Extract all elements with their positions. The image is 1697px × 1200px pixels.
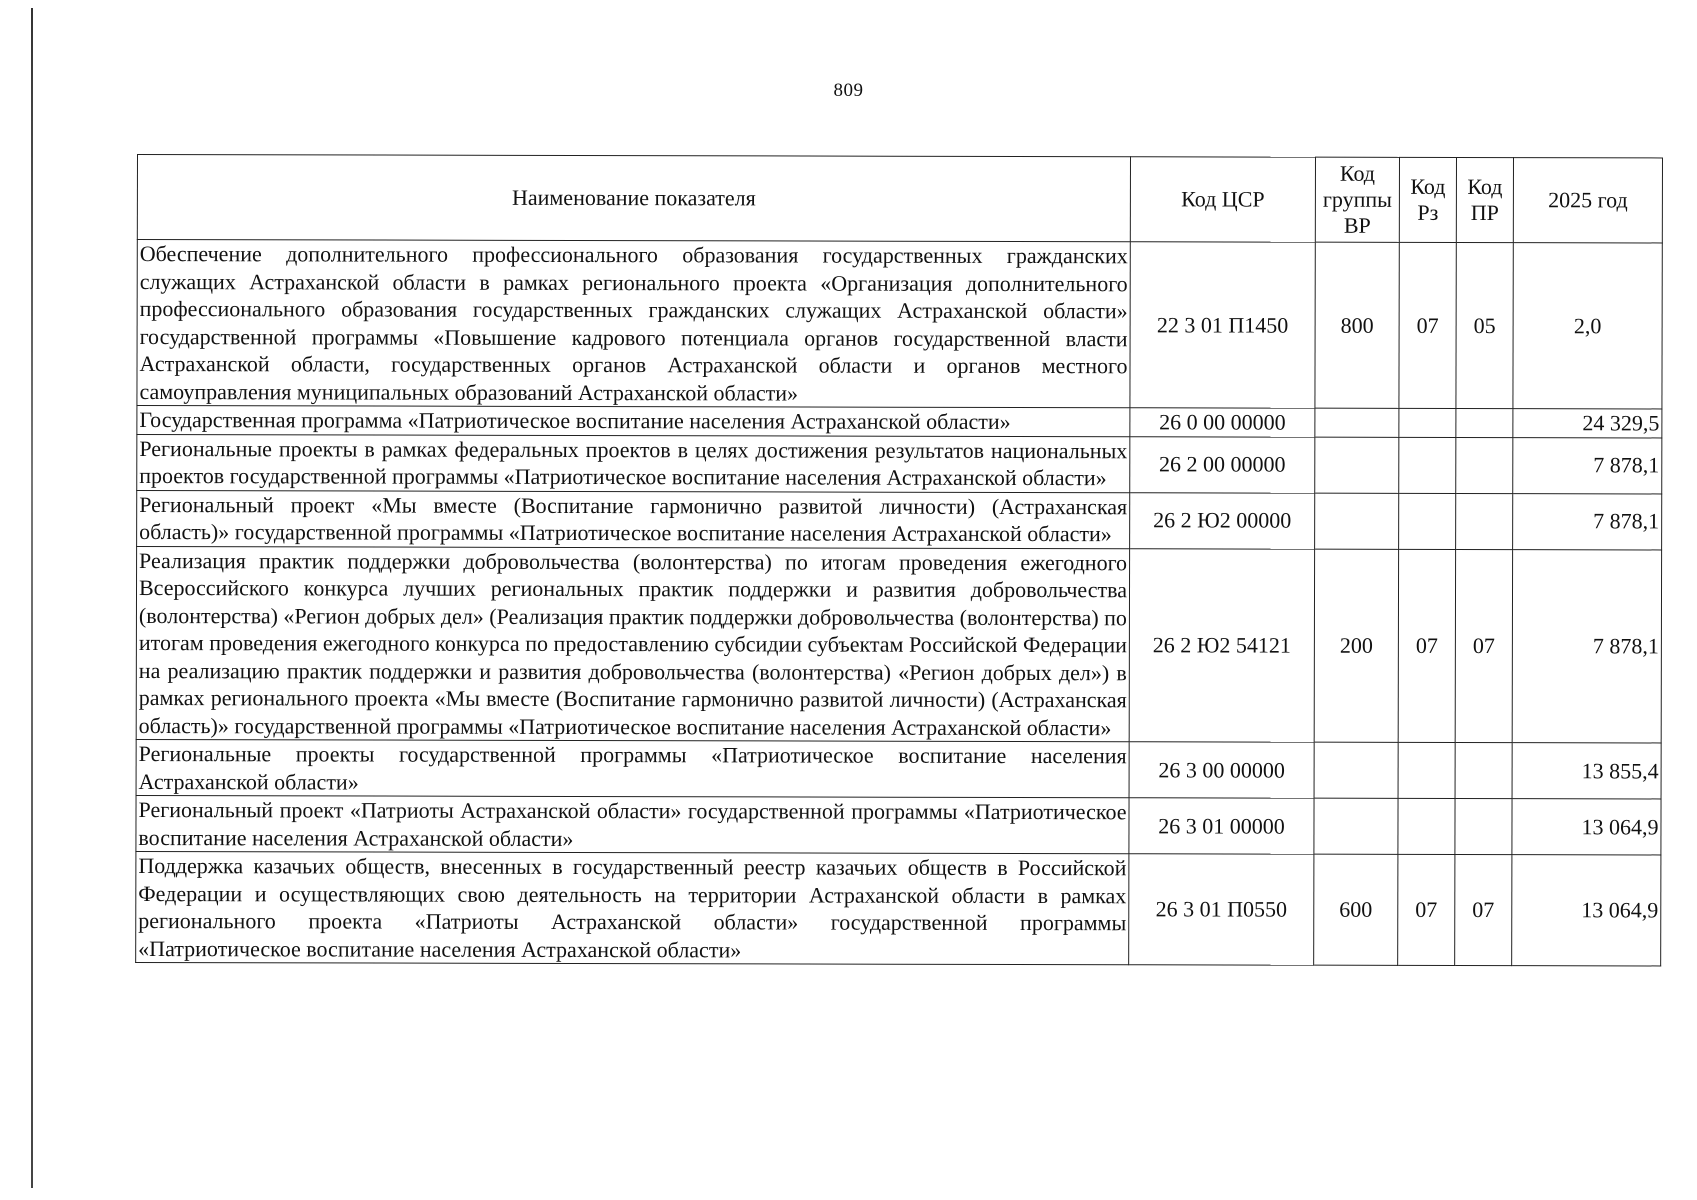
row-vr-code	[1314, 742, 1398, 798]
row-rz-code: 07	[1399, 242, 1456, 408]
row-indicator-name: Поддержка казачьих обществ, внесенных в государственный реестр казачьих обществ в Российской Федерации и осуществляющих свою деятельность на территории Астраханской области в рамках регионального проекта «Патриоты Астраханской области» государственной программы «Патриотическое воспитание населения Астраханской области»	[136, 851, 1129, 964]
row-rz-code	[1398, 742, 1455, 798]
row-csr-code: 22 3 01 П1450	[1130, 242, 1315, 408]
row-pr-code	[1456, 437, 1513, 493]
row-indicator-name: Государственная программа «Патриотическое воспитание населения Астраханской области»	[137, 406, 1130, 437]
row-indicator-name: Региональные проекты в рамках федеральных проектов в целях достижения результатов национальных проектов государственной программы «Патриотическое воспитание населения Астраханской области»	[137, 434, 1130, 492]
row-rz-code	[1399, 437, 1456, 493]
row-indicator-name: Реализация практик поддержки добровольчества (волонтерства) по итогам проведения ежегодного Всероссийского конкурса лучших региональных практик поддержки и развития добровольчества (волонтерства) «Регион добрых дел» (Реализация практик поддержки добровольчества (волонтерства) по итогам проведения ежегодного конкурса по предоставлению субсидии субъектам Российской Федерации на реализацию практик поддержки и развития добровольчества (волонтерства) «Регион добрых дел») в рамках регионального проекта «Мы вместе (Воспитание гармонично развитой личности) (Астраханская область)» государственной программы «Патриотическое воспитание населения Астраханской области»	[136, 546, 1129, 742]
row-csr-code: 26 2 Ю2 54121	[1129, 548, 1314, 742]
row-rz-code	[1399, 493, 1456, 549]
row-pr-code	[1455, 798, 1512, 854]
row-amount: 13 855,4	[1512, 743, 1661, 799]
row-amount: 2,0	[1513, 243, 1662, 409]
row-amount: 13 064,9	[1512, 799, 1661, 855]
row-amount: 7 878,1	[1513, 493, 1662, 549]
row-vr-code: 200	[1314, 549, 1398, 743]
row-csr-code: 26 3 00 00000	[1129, 742, 1314, 798]
row-amount: 7 878,1	[1513, 437, 1662, 493]
row-csr-code: 26 0 00 00000	[1130, 408, 1315, 437]
row-amount: 7 878,1	[1512, 549, 1661, 743]
row-csr-code: 26 2 Ю2 00000	[1130, 492, 1315, 548]
row-indicator-name: Региональный проект «Патриоты Астраханской области» государственной программы «Патриотическое воспитание населения Астраханской области»	[136, 795, 1129, 853]
row-pr-code: 07	[1455, 549, 1512, 743]
header-indicator-name: Наименование показателя	[137, 155, 1130, 242]
row-rz-code	[1398, 798, 1455, 854]
table-row	[137, 406, 1662, 438]
row-vr-code	[1315, 493, 1399, 549]
table-row	[136, 795, 1661, 854]
table-row	[137, 434, 1662, 493]
header-year-2025: 2025 год	[1513, 158, 1662, 243]
row-indicator-name: Обеспечение дополнительного профессионального образования государственных гражданских служащих Астраханской области в рамках регионального проекта «Организация дополнительного профессионального образования государственных гражданских служащих Астраханской области» государственной программы «Повышение кадрового потенциала органов государственной власти Астраханской области, государственных органов Астраханской области и органов местного самоуправления муниципальных образований Астраханской области»	[137, 240, 1130, 408]
table-row	[136, 851, 1661, 965]
row-pr-code	[1455, 742, 1512, 798]
page-number: 809	[833, 80, 864, 101]
header-csr-code: Код ЦСР	[1130, 157, 1315, 242]
row-vr-code: 800	[1315, 242, 1399, 408]
table-row	[136, 739, 1661, 798]
header-rz-code: Код Рз	[1399, 157, 1456, 242]
row-vr-code	[1314, 798, 1398, 854]
row-pr-code: 05	[1456, 242, 1513, 408]
table-row	[136, 546, 1661, 743]
row-indicator-name: Региональные проекты государственной программы «Патриотическое воспитание населения Астраханской области»	[136, 739, 1129, 797]
row-vr-code	[1315, 437, 1399, 493]
row-rz-code: 07	[1398, 549, 1455, 743]
budget-table	[135, 154, 1663, 966]
scan-edge-line	[31, 8, 33, 1188]
row-pr-code	[1456, 493, 1513, 549]
row-indicator-name: Региональный проект «Мы вместе (Воспитание гармонично развитой личности) (Астраханская область)» государственной программы «Патриотическое воспитание населения Астраханской области»	[137, 490, 1130, 548]
row-amount: 24 329,5	[1513, 409, 1662, 438]
row-amount: 13 064,9	[1512, 855, 1661, 966]
row-csr-code: 26 3 01 00000	[1129, 798, 1314, 854]
row-vr-code: 600	[1314, 854, 1398, 965]
row-pr-code	[1456, 408, 1513, 437]
row-csr-code: 26 3 01 П0550	[1129, 854, 1314, 965]
row-csr-code: 26 2 00 00000	[1130, 436, 1315, 492]
row-rz-code	[1399, 408, 1456, 437]
table-row	[137, 490, 1662, 549]
header-pr-code: Код ПР	[1456, 157, 1513, 242]
table-row	[137, 240, 1662, 409]
row-pr-code: 07	[1455, 854, 1512, 965]
row-rz-code: 07	[1398, 854, 1455, 965]
table-header-row	[137, 155, 1662, 243]
row-vr-code	[1315, 408, 1399, 437]
header-vr-code: Код группы ВР	[1315, 157, 1399, 242]
